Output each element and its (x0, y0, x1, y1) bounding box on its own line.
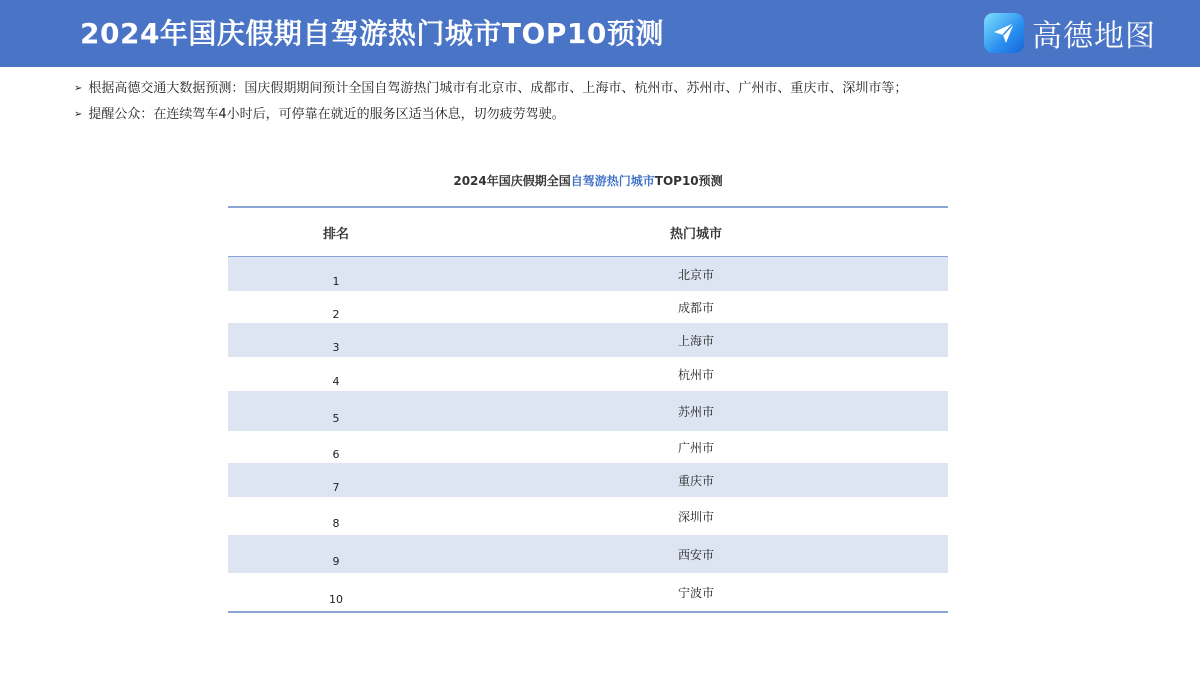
arrow-bullet-icon: ➢ (74, 83, 83, 94)
brand-logo (984, 12, 1156, 54)
rank-cell: 8 (332, 516, 340, 530)
table-row (228, 291, 948, 323)
rank-cell: 4 (332, 374, 340, 388)
rank-cell: 9 (332, 554, 340, 568)
table-title-prefix: 2024年国庆假期全国 (453, 174, 571, 188)
table-title (228, 170, 948, 192)
city-cell: 深圳市 (677, 509, 714, 524)
bullet-list (74, 76, 1154, 128)
header-bar (0, 0, 1200, 67)
rank-cell: 2 (332, 307, 340, 321)
table-row (228, 257, 948, 291)
city-cell: 广州市 (677, 440, 714, 455)
paper-plane-icon (984, 13, 1024, 53)
table-title-suffix: TOP10预测 (654, 174, 723, 188)
city-cell: 上海市 (677, 333, 714, 348)
table-header-row (228, 208, 948, 257)
arrow-bullet-icon: ➢ (74, 109, 83, 120)
city-cell: 宁波市 (677, 585, 714, 600)
rank-cell: 6 (332, 447, 340, 461)
rank-cell: 7 (332, 480, 340, 494)
city-cell: 成都市 (677, 300, 714, 315)
city-cell: 西安市 (677, 547, 714, 562)
rank-cell: 3 (332, 340, 340, 354)
bullet-item (74, 102, 1154, 128)
table-row (228, 431, 948, 463)
bullet-text: 根据高德交通大数据预测：国庆假期期间预计全国自驾游热门城市有北京市、成都市、上海市、杭州市、苏州市、广州市、重庆市、深圳市等； (88, 81, 908, 96)
table-row (228, 323, 948, 357)
table-row (228, 391, 948, 431)
bullet-text: 提醒公众：在连续驾车4小时后，可停靠在就近的服务区适当休息，切勿疲劳驾驶。 (88, 107, 565, 122)
city-cell: 杭州市 (677, 367, 714, 382)
table-row (228, 357, 948, 391)
city-cell: 北京市 (677, 267, 714, 282)
rank-cell: 10 (329, 592, 343, 606)
rank-cell: 1 (332, 274, 340, 288)
table-row (228, 573, 948, 611)
header-rank: 排名 (322, 226, 349, 242)
page-title: 2024年国庆假期自驾游热门城市TOP10预测 (80, 17, 664, 50)
bullet-item (74, 76, 1154, 102)
brand-name: 高德地图 (1032, 19, 1156, 54)
ranking-table (228, 206, 948, 613)
city-cell: 苏州市 (677, 404, 714, 419)
table-title-highlight: 自驾游热门城市 (570, 174, 655, 188)
table-row (228, 463, 948, 497)
table-row (228, 535, 948, 573)
header-city: 热门城市 (669, 226, 722, 242)
rank-cell: 5 (332, 411, 340, 425)
city-cell: 重庆市 (677, 473, 714, 488)
table-row (228, 497, 948, 535)
